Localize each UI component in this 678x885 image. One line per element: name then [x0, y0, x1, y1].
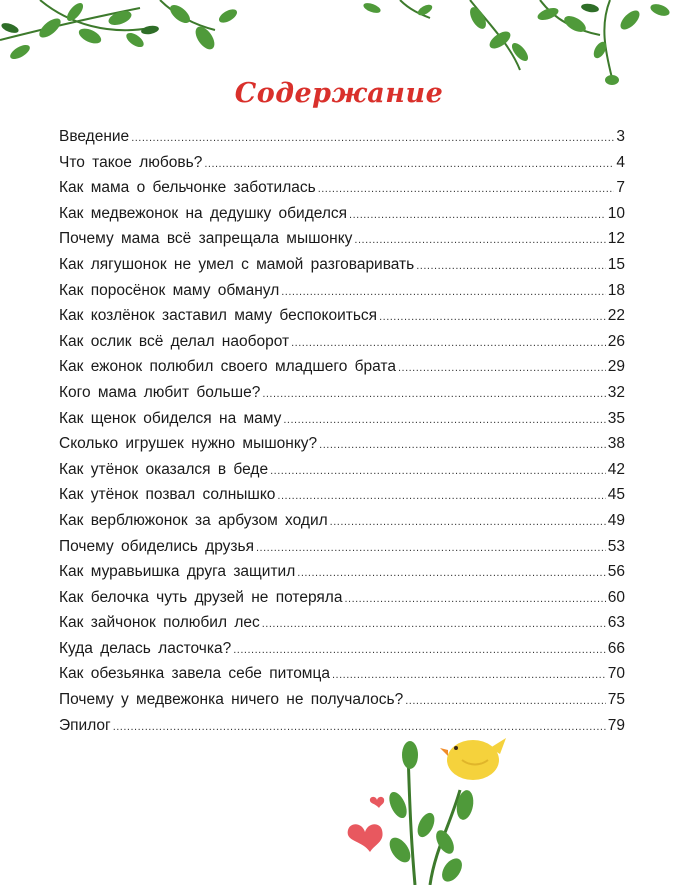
toc-entry-page-number: 10 [607, 204, 625, 222]
toc-entry-page-number: 3 [616, 128, 625, 145]
toc-entry-page-number: 38 [607, 435, 625, 453]
toc-entry [59, 226, 625, 252]
toc-leader-dots [349, 203, 606, 229]
toc-entry [59, 354, 625, 380]
toc-leader-dots [354, 228, 605, 254]
toc-entry [59, 150, 625, 176]
toc-leader-dots [270, 459, 606, 485]
toc-leader-dots [277, 484, 605, 510]
toc-entry [59, 201, 625, 227]
toc-entry-page-number: 4 [616, 153, 625, 171]
toc-leader-dots [131, 126, 614, 152]
toc-entry-title: Что такое любовь? [59, 153, 203, 171]
toc-entry-title: Сколько игрушек нужно мышонку? [59, 435, 318, 453]
toc-leader-dots [318, 177, 615, 203]
toc-entry [59, 559, 625, 585]
toc-entry-title: Как ежонок полюбил своего младшего брата [59, 358, 396, 376]
toc-leader-dots [319, 433, 606, 459]
toc-entry [59, 508, 625, 534]
toc-entry [59, 457, 625, 483]
toc-leader-dots [291, 331, 606, 357]
toc-entry [59, 175, 625, 201]
toc-entry-page-number: 12 [607, 230, 625, 248]
toc-entry [59, 482, 625, 508]
toc-entry-title: Введение [59, 128, 130, 145]
toc-leader-dots [416, 254, 606, 280]
toc-leader-dots [283, 408, 605, 434]
toc-entry-page-number: 75 [607, 691, 625, 709]
toc-entry-page-number: 29 [607, 358, 625, 376]
table-of-contents [59, 124, 625, 738]
toc-entry-page-number: 70 [607, 665, 625, 683]
toc-leader-dots [332, 663, 606, 689]
toc-entry [59, 610, 625, 636]
toc-leader-dots [379, 305, 606, 331]
toc-entry [59, 431, 625, 457]
toc-leader-dots [262, 612, 606, 638]
toc-entry [59, 380, 625, 406]
toc-leader-dots [204, 152, 614, 178]
chick-icon [440, 738, 506, 780]
toc-leader-dots [233, 638, 606, 664]
toc-entry [59, 278, 625, 304]
toc-entry-title: Как ослик всё делал наоборот [59, 332, 290, 350]
toc-entry-title: Как муравьишка друга защитил [59, 563, 296, 581]
toc-entry [59, 585, 625, 611]
toc-entry-title: Как зайчонок полюбил лес [59, 614, 260, 632]
toc-entry [59, 303, 625, 329]
toc-entry [59, 636, 625, 662]
toc-entry [59, 329, 625, 355]
toc-entry-page-number: 66 [607, 639, 625, 657]
toc-entry-title: Как белочка чуть друзей не потеряла [59, 588, 343, 606]
toc-entry [59, 406, 625, 432]
toc-entry [59, 252, 625, 278]
toc-leader-dots [281, 280, 606, 306]
toc-leader-dots [330, 510, 606, 536]
toc-entry-title: Как поросёнок маму обманул [59, 281, 280, 299]
toc-entry-title: Как медвежонок на дедушку обиделся [59, 204, 348, 222]
toc-entry [59, 534, 625, 560]
toc-entry-page-number: 32 [607, 383, 625, 401]
toc-entry-page-number: 49 [607, 511, 625, 529]
toc-leader-dots [262, 382, 605, 408]
page-title: Содержание [234, 78, 444, 109]
toc-entry [59, 661, 625, 687]
toc-leader-dots [344, 587, 605, 613]
toc-entry-title: Почему мама всё запрещала мышонку [59, 230, 353, 248]
sprout-hearts-chick-decoration [340, 730, 540, 885]
toc-entry-page-number: 18 [607, 281, 625, 299]
toc-entry [59, 687, 625, 713]
toc-entry-page-number: 45 [607, 486, 625, 504]
toc-leader-dots [405, 689, 606, 715]
toc-entry-page-number: 79 [607, 716, 625, 734]
toc-entry-page-number: 56 [607, 563, 625, 581]
toc-entry-title: Почему обиделись друзья [59, 537, 254, 555]
toc-entry-page-number: 60 [607, 588, 625, 606]
heart-icon [348, 797, 385, 852]
toc-entry-page-number: 42 [607, 460, 625, 478]
toc-entry-title: Как козлёнок заставил маму беспокоиться [59, 307, 378, 325]
toc-entry-title: Эпилог [59, 716, 111, 734]
toc-entry-page-number: 26 [607, 332, 625, 350]
toc-entry [59, 124, 625, 150]
toc-entry-title: Как обезьянка завела себе питомца [59, 665, 330, 683]
toc-leader-dots [256, 536, 606, 562]
toc-entry-title: Кого мама любит больше? [59, 383, 261, 401]
toc-entry-title: Как утёнок позвал солнышко [59, 486, 276, 504]
toc-leader-dots [297, 561, 605, 587]
toc-entry-title: Как лягушонок не умел с мамой разговаривать [59, 255, 415, 273]
toc-entry-title: Почему у медвежонка ничего не получалось? [59, 691, 404, 709]
toc-entry-title: Как мама о бельчонке заботилась [59, 179, 316, 197]
toc-entry-title: Куда делась ласточка? [59, 639, 232, 657]
toc-entry-page-number: 35 [607, 409, 625, 427]
toc-entry-title: Как щенок обиделся на маму [59, 409, 282, 427]
toc-entry-page-number: 7 [616, 179, 625, 197]
toc-entry-page-number: 15 [607, 255, 625, 273]
toc-entry-page-number: 53 [607, 537, 625, 555]
toc-entry-title: Как утёнок оказался в беде [59, 460, 269, 478]
toc-entry-page-number: 22 [607, 307, 625, 325]
toc-entry-title: Как верблюжонок за арбузом ходил [59, 511, 328, 529]
toc-entry-page-number: 63 [607, 614, 625, 632]
toc-leader-dots [398, 356, 606, 382]
